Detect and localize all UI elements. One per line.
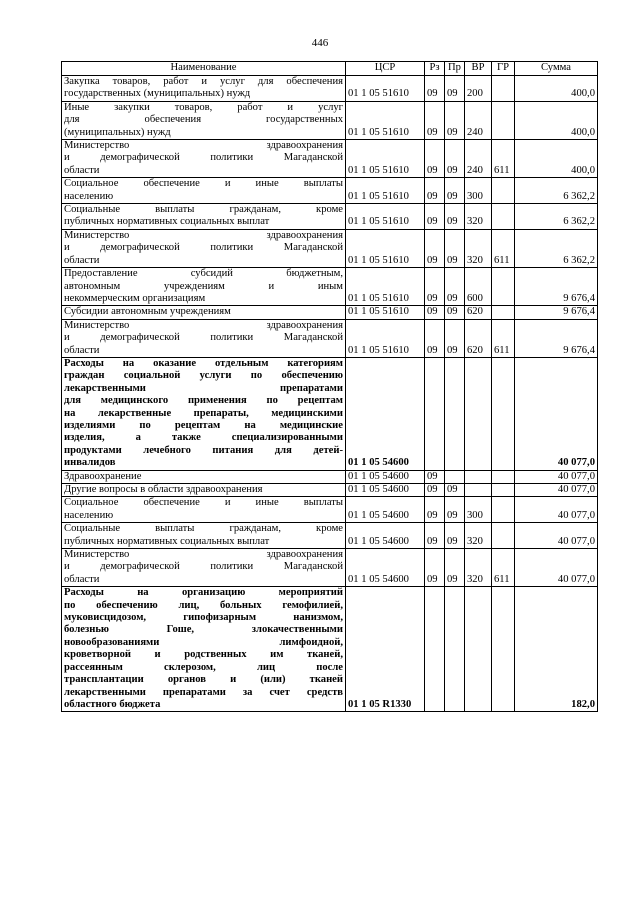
row-csr: 01 1 05 51610: [346, 204, 425, 230]
col-header-sum: Сумма: [515, 62, 598, 76]
row-csr: 01 1 05 51610: [346, 229, 425, 267]
row-name-line: изделия, а также специализированными: [64, 432, 343, 444]
row-name-line: Министерство здравоохранения: [64, 549, 343, 561]
row-name-line: населению: [64, 190, 114, 202]
table-row: [62, 268, 598, 306]
row-gr: [492, 306, 515, 319]
row-pr: 09: [445, 484, 465, 497]
table-row: [62, 319, 598, 357]
table-row: [62, 140, 598, 178]
table-row: [62, 523, 598, 549]
row-sum: 40 077,0: [515, 484, 598, 497]
row-name: [62, 470, 346, 483]
row-rz: 09: [425, 497, 445, 523]
row-name-line: области: [64, 344, 100, 356]
row-name-line: публичных нормативных социальных выплат: [64, 535, 270, 547]
row-sum: 400,0: [515, 140, 598, 178]
row-sum: 9 676,4: [515, 268, 598, 306]
row-sum: 40 077,0: [515, 523, 598, 549]
col-header-rz: Рз: [425, 62, 445, 76]
row-name-line: для обеспечения государственных: [64, 114, 343, 126]
row-csr: 01 1 05 54600: [346, 523, 425, 549]
row-name-line: и демографической политики Магаданской: [64, 561, 343, 573]
row-pr: 09: [445, 229, 465, 267]
table-row: [62, 484, 598, 497]
row-rz: 09: [425, 229, 445, 267]
row-vr: [465, 484, 492, 497]
row-name-line: на лекарственные препараты, медицинскими: [64, 407, 343, 419]
row-pr: 09: [445, 101, 465, 139]
row-name-line: области: [64, 254, 100, 266]
row-gr: 611: [492, 229, 515, 267]
row-name-line: инвалидов: [64, 457, 116, 469]
row-gr: [492, 523, 515, 549]
row-sum: 40 077,0: [515, 497, 598, 523]
row-name: [62, 306, 346, 319]
row-pr: 09: [445, 319, 465, 357]
row-name: [62, 178, 346, 204]
row-name-line: болезнью Гоше, злокачественными: [64, 624, 343, 636]
row-pr: 09: [445, 523, 465, 549]
row-pr: 09: [445, 497, 465, 523]
row-name-line: Социальное обеспечение и иные выплаты: [64, 497, 343, 509]
row-name: [62, 101, 346, 139]
row-name: [62, 229, 346, 267]
row-pr: 09: [445, 268, 465, 306]
row-rz: 09: [425, 178, 445, 204]
row-vr: 300: [465, 178, 492, 204]
row-name-line: Предоставление субсидий бюджетным,: [64, 268, 343, 280]
row-name: [62, 523, 346, 549]
row-vr: 240: [465, 101, 492, 139]
header-row: [62, 62, 598, 76]
row-csr: 01 1 05 54600: [346, 470, 425, 483]
row-vr: 320: [465, 549, 492, 587]
row-csr: 01 1 05 51610: [346, 178, 425, 204]
row-name-line: областного бюджета: [64, 698, 161, 710]
row-name: [62, 268, 346, 306]
row-rz: [425, 587, 445, 712]
row-name-line: области: [64, 164, 100, 176]
row-vr: 620: [465, 319, 492, 357]
table-row: [62, 587, 598, 712]
row-gr: [492, 357, 515, 470]
col-header-pr: Пр: [445, 62, 465, 76]
row-name-line: продуктами лечебного питания для детей-: [64, 444, 343, 456]
row-pr: 09: [445, 140, 465, 178]
col-header-vr: ВР: [465, 62, 492, 76]
row-name-line: Социальное обеспечение и иные выплаты: [64, 178, 343, 190]
row-vr: 320: [465, 204, 492, 230]
row-gr: [492, 101, 515, 139]
table-body: [62, 76, 598, 712]
row-csr: 01 1 05 54600: [346, 484, 425, 497]
row-name-line: Министерство здравоохранения: [64, 319, 343, 331]
row-csr: 01 1 05 51610: [346, 268, 425, 306]
row-rz: 09: [425, 140, 445, 178]
table-row: [62, 229, 598, 267]
row-name: [62, 549, 346, 587]
row-name-line: Закупка товаров, работ и услуг для обеспечения: [64, 76, 343, 87]
row-csr: 01 1 05 51610: [346, 306, 425, 319]
row-name: [62, 76, 346, 102]
row-name-line: новообразованиями лимфоидной,: [64, 636, 343, 648]
row-name-line: государственных (муниципальных) нужд: [64, 88, 251, 100]
row-sum: 9 676,4: [515, 306, 598, 319]
row-vr: 600: [465, 268, 492, 306]
row-gr: 611: [492, 140, 515, 178]
table-row: [62, 306, 598, 319]
row-name-line: и демографической политики Магаданской: [64, 332, 343, 344]
row-name-line: рассеянным склерозом, лиц после: [64, 661, 343, 673]
row-vr: 320: [465, 523, 492, 549]
row-rz: 09: [425, 204, 445, 230]
row-pr: 09: [445, 178, 465, 204]
budget-table: [61, 61, 598, 712]
row-csr: 01 1 05 54600: [346, 357, 425, 470]
row-name-line: лекарственными препаратами: [64, 382, 343, 394]
row-sum: 40 077,0: [515, 470, 598, 483]
row-csr: 01 1 05 51610: [346, 319, 425, 357]
row-rz: 09: [425, 76, 445, 102]
row-csr: 01 1 05 51610: [346, 76, 425, 102]
row-gr: [492, 204, 515, 230]
row-gr: [492, 484, 515, 497]
row-rz: 09: [425, 470, 445, 483]
row-name: [62, 587, 346, 712]
row-gr: [492, 497, 515, 523]
row-gr: [492, 76, 515, 102]
row-pr: [445, 357, 465, 470]
table-row: [62, 178, 598, 204]
col-header-name: Наименование: [62, 62, 346, 76]
row-rz: 09: [425, 549, 445, 587]
page-number: 446: [311, 37, 329, 49]
row-csr: 01 1 05 51610: [346, 140, 425, 178]
row-rz: 09: [425, 268, 445, 306]
row-name-line: некоммерческим организациям: [64, 292, 206, 304]
row-sum: 6 362,2: [515, 204, 598, 230]
row-name-line: Социальные выплаты гражданам, кроме: [64, 204, 343, 216]
row-name: [62, 140, 346, 178]
table-row: [62, 357, 598, 470]
row-csr: 01 1 05 54600: [346, 549, 425, 587]
row-name-line: Иные закупки товаров, работ и услуг: [64, 101, 343, 113]
row-name-line: для медицинского применения по рецептам: [64, 395, 343, 407]
row-gr: [492, 268, 515, 306]
row-rz: 09: [425, 484, 445, 497]
row-sum: 40 077,0: [515, 549, 598, 587]
row-name-line: изделиями по рецептам на медицинские: [64, 419, 343, 431]
row-vr: [465, 470, 492, 483]
row-sum: 6 362,2: [515, 229, 598, 267]
row-pr: 09: [445, 306, 465, 319]
col-header-csr: ЦСР: [346, 62, 425, 76]
row-rz: 09: [425, 523, 445, 549]
row-name-line: населению: [64, 509, 114, 521]
row-name-line: и демографической политики Магаданской: [64, 152, 343, 164]
row-name-line: и демографической политики Магаданской: [64, 242, 343, 254]
row-name-line: Субсидии автономным учреждениям: [64, 306, 231, 318]
row-sum: 9 676,4: [515, 319, 598, 357]
row-name: [62, 204, 346, 230]
table-row: [62, 204, 598, 230]
row-csr: 01 1 05 51610: [346, 101, 425, 139]
row-pr: [445, 470, 465, 483]
row-pr: 09: [445, 549, 465, 587]
row-rz: 09: [425, 306, 445, 319]
row-vr: 620: [465, 306, 492, 319]
row-name-line: Здравоохранение: [64, 470, 142, 482]
row-name-line: Министерство здравоохранения: [64, 140, 343, 152]
table-row: [62, 497, 598, 523]
row-name-line: публичных нормативных социальных выплат: [64, 216, 270, 228]
table-row: [62, 101, 598, 139]
row-pr: 09: [445, 204, 465, 230]
row-rz: [425, 357, 445, 470]
row-sum: 182,0: [515, 587, 598, 712]
row-vr: [465, 587, 492, 712]
row-name: [62, 319, 346, 357]
row-name: [62, 497, 346, 523]
row-sum: 40 077,0: [515, 357, 598, 470]
row-name-line: автономным учреждениям и иным: [64, 280, 343, 292]
row-name-line: трансплантации органов и (или) тканей: [64, 674, 343, 686]
row-csr: 01 1 05 54600: [346, 497, 425, 523]
row-sum: 400,0: [515, 76, 598, 102]
row-name: [62, 357, 346, 470]
row-sum: 6 362,2: [515, 178, 598, 204]
row-name-line: Расходы на организацию мероприятий: [64, 587, 343, 599]
row-name-line: граждан социальной услуги по обеспечению: [64, 370, 343, 382]
row-vr: 320: [465, 229, 492, 267]
col-header-gr: ГР: [492, 62, 515, 76]
row-name-line: лекарственными препаратами за счет средств: [64, 686, 343, 698]
row-sum: 400,0: [515, 101, 598, 139]
row-rz: 09: [425, 319, 445, 357]
row-vr: 200: [465, 76, 492, 102]
row-pr: [445, 587, 465, 712]
row-name-line: кроветворной и родственных им тканей,: [64, 649, 343, 661]
row-name-line: (муниципальных) нужд: [64, 126, 171, 138]
row-gr: [492, 178, 515, 204]
row-name: [62, 484, 346, 497]
row-pr: 09: [445, 76, 465, 102]
row-gr: 611: [492, 319, 515, 357]
row-vr: 300: [465, 497, 492, 523]
row-gr: 611: [492, 549, 515, 587]
row-vr: 240: [465, 140, 492, 178]
table-row: [62, 470, 598, 483]
table-row: [62, 549, 598, 587]
row-gr: [492, 587, 515, 712]
row-csr: 01 1 05 R1330: [346, 587, 425, 712]
row-rz: 09: [425, 101, 445, 139]
row-name-line: области: [64, 573, 100, 585]
table-row: [62, 76, 598, 102]
row-name-line: Социальные выплаты гражданам, кроме: [64, 523, 343, 535]
row-name-line: по обеспечению лиц, больных гемофилией,: [64, 599, 343, 611]
row-gr: [492, 470, 515, 483]
row-name-line: муковисцидозом, гипофизарным нанизмом,: [64, 612, 343, 624]
row-name-line: Другие вопросы в области здравоохранения: [64, 484, 263, 495]
row-vr: [465, 357, 492, 470]
row-name-line: Министерство здравоохранения: [64, 229, 343, 241]
row-name-line: Расходы на оказание отдельным категориям: [64, 357, 343, 369]
